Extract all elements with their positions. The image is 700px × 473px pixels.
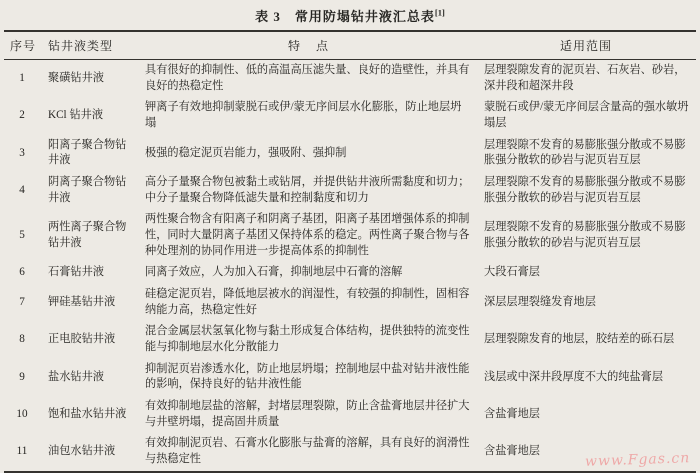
- row-number: 6: [19, 266, 25, 279]
- fluid-type: 两性离子聚合物钻井液: [48, 221, 127, 249]
- table-row: [4, 262, 696, 284]
- fluid-features: 具有很好的抑制性、低的高温高压滤失量、良好的造壁性，并具有良好的热稳定性: [145, 64, 470, 92]
- fluid-type: 阳离子聚合物钻井液: [48, 138, 127, 167]
- applicable-scope: 层理裂隙不发育的易膨胀强分散或不易膨胀强分散软的砂岩与泥页岩互层: [484, 221, 686, 249]
- table-row: [4, 60, 696, 98]
- fluid-features: 抑制泥页岩渗透水化，防止地层坍塌；控制地层中盐对钻井液性能的影响，保持良好的钻井液性能: [145, 362, 470, 391]
- row-number: 4: [19, 183, 25, 196]
- table-row: [4, 172, 696, 209]
- fluid-features: 高分子量聚合物包被黏土或钻屑，并提供钻井液所需黏度和切力；中分子量聚合物降低滤失量和控制黏度和切力: [145, 176, 470, 204]
- applicable-scope: 深层层理裂缝发育地层: [484, 295, 596, 308]
- row-number: 9: [19, 370, 25, 383]
- row-number: 5: [19, 229, 25, 242]
- fluid-type: 聚磺钻井液: [48, 71, 104, 84]
- table-row: [4, 209, 696, 262]
- fluid-type: 盐水钻井液: [48, 370, 104, 383]
- fluid-features: 钾离子有效地抑制蒙脱石或伊/蒙无序间层水化膨胀，防止地层坍塌: [145, 101, 462, 130]
- applicable-scope: 层理裂隙不发育的易膨胀强分散或不易膨胀强分散软的砂岩与泥页岩互层: [484, 138, 686, 167]
- row-number: 1: [19, 71, 25, 84]
- table-row: [4, 284, 696, 321]
- applicable-scope: 层理裂隙发育的泥页岩、石灰岩、砂岩，深井段和超深井段: [484, 64, 686, 92]
- applicable-scope: 大段石膏层: [484, 266, 540, 279]
- fluid-features: 有效抑制地层盐的溶解，封堵层理裂隙，防止含盐膏地层井径扩大与井壁坍塌，提高固井质量: [145, 400, 470, 428]
- fluid-type: 阴离子聚合物钻井液: [48, 176, 127, 204]
- row-number: 7: [19, 295, 25, 308]
- header-no: 序号: [4, 31, 42, 60]
- row-number: 11: [16, 445, 28, 458]
- row-number: 2: [19, 109, 25, 122]
- fluid-features: 同离子效应，人为加入石膏，抑制地层中石膏的溶解: [145, 266, 403, 279]
- table-row: [4, 97, 696, 134]
- table-row: [4, 321, 696, 358]
- applicable-scope: 含盐膏地层: [484, 445, 540, 458]
- site-watermark: www.Fgas.cn: [584, 450, 691, 470]
- table-header-row: [4, 31, 696, 60]
- header-features: 特 点: [142, 31, 476, 60]
- row-number: 3: [19, 146, 25, 159]
- fluid-type: 石膏钻井液: [48, 266, 104, 279]
- fluid-type: 饱和盐水钻井液: [48, 407, 127, 420]
- applicable-scope: 含盐膏地层: [484, 407, 540, 420]
- applicable-scope: 蒙脱石或伊/蒙无序间层含量高的强水敏坍塌层: [484, 101, 689, 130]
- fluid-features: 硅稳定泥页岩，降低地层被水的润湿性，有较强的抑制性，固相容纳能力高，热稳定性好: [145, 288, 470, 316]
- applicable-scope: 浅层或中深井段厚度不大的纯盐膏层: [484, 370, 664, 383]
- row-number: 8: [19, 333, 25, 346]
- header-applicable-scope: 适用范围: [476, 31, 696, 60]
- table-row: [4, 135, 696, 172]
- table-title: [4, 2, 696, 30]
- table-row: [4, 359, 696, 396]
- table-row: [4, 433, 696, 471]
- fluid-type: 油包水钻井液: [48, 445, 116, 458]
- applicable-scope: 层理裂隙发育的地层，胶结差的砾石层: [484, 333, 675, 346]
- fluid-type: 正电胶钻井液: [48, 333, 116, 346]
- citation-superscript: [1]: [434, 7, 445, 18]
- fluid-features: 两性聚合物含有阳离子和阴离子基团，阳离子基团增强体系的抑制性，同时大量阴离子基团又保持体系的稳定。两性离子聚合物与各种处理剂的协同作用进一步提高体系的抑制性: [145, 213, 470, 257]
- fluid-features: 有效抑制泥页岩、石膏水化膨胀与盐膏的溶解，具有良好的润滑性与热稳定性: [145, 437, 470, 466]
- fluid-type: KCl 钻井液: [48, 109, 104, 122]
- fluid-type: 钾硅基钻井液: [48, 295, 116, 308]
- applicable-scope: 层理裂隙不发育的易膨胀强分散或不易膨胀强分散软的砂岩与泥页岩互层: [484, 176, 686, 204]
- table-row: [4, 396, 696, 433]
- fluid-features: 极强的稳定泥页岩能力，强吸附、强抑制: [145, 146, 347, 159]
- fluid-features: 混合金属层状氢氧化物与黏土形成复合体结构，提供独特的流变性能与抑制地层水化分散能力: [145, 325, 470, 354]
- drilling-fluids-table: [4, 30, 696, 473]
- header-fluid-type: 钻井液类型: [42, 31, 142, 60]
- row-number: 10: [16, 407, 28, 420]
- table-title-text: 表 3 常用防塌钻井液汇总表: [255, 9, 435, 24]
